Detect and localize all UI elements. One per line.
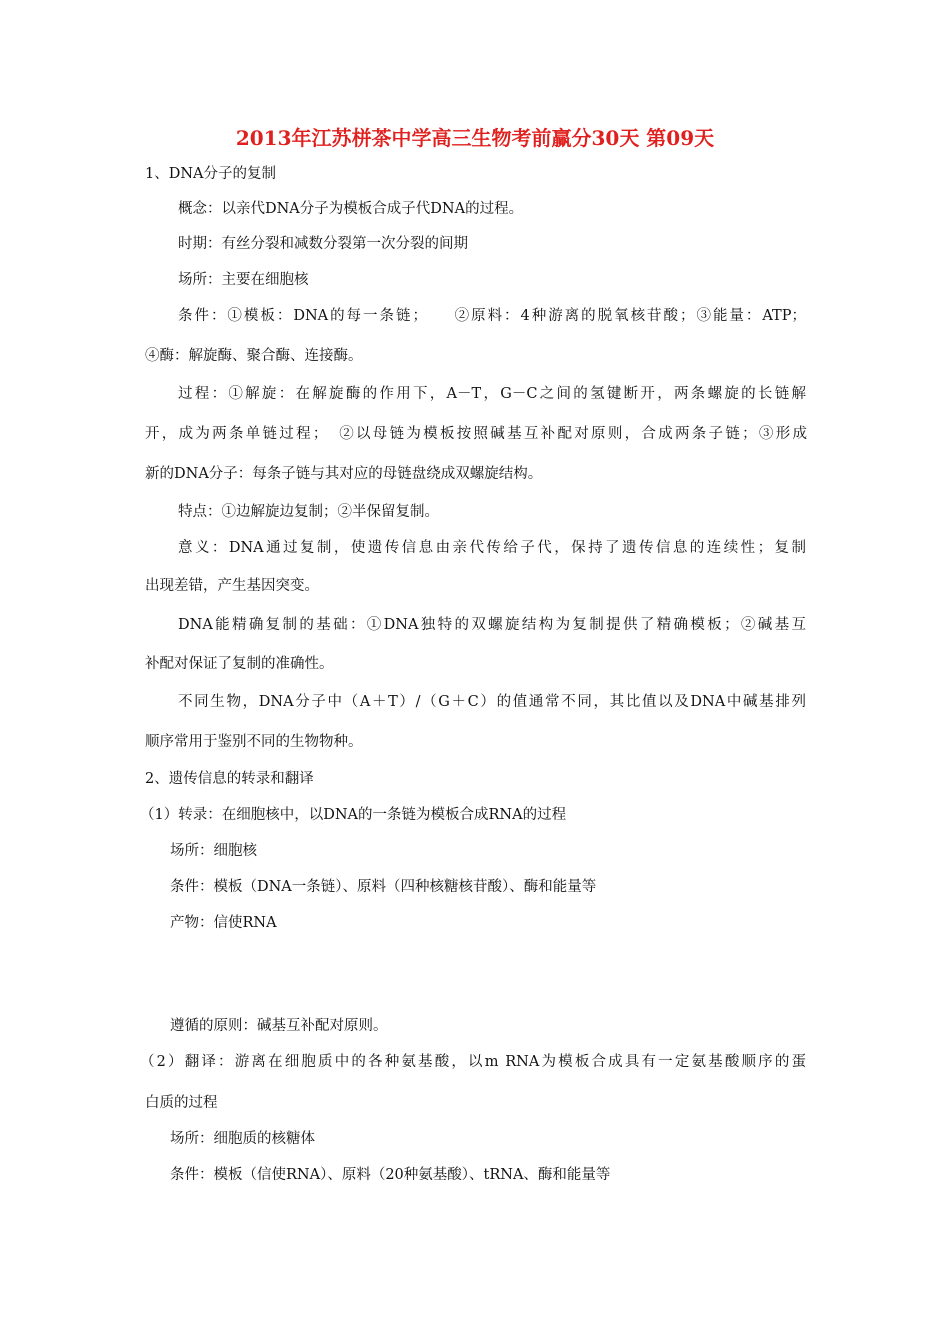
section-2-heading: 2、遗传信息的转录和翻译 <box>145 771 314 787</box>
replication-process-line2: 开，成为两条单链过程； ②以母链为模板按照碱基互补配对原则，合成两条子链；③形成 <box>145 426 807 442</box>
replication-conditions-line2: ④酶：解旋酶、聚合酶、连接酶。 <box>145 348 363 364</box>
replication-process-line3: 新的DNA分子：每条子链与其对应的母链盘绕成双螺旋结构。 <box>145 466 543 482</box>
replication-period: 时期：有丝分裂和减数分裂第一次分裂的间期 <box>178 236 468 252</box>
transcription-product: 产物：信使RNA <box>170 915 277 931</box>
replication-conditions-line1: 条件：①模板：DNA的每一条链； ②原料：4种游离的脱氧核苷酸；③能量：ATP； <box>178 308 806 324</box>
replication-basis-line2: 补配对保证了复制的准确性。 <box>145 656 334 672</box>
transcription-principle: 遵循的原则：碱基互补配对原则。 <box>170 1018 388 1034</box>
replication-meaning-line2: 出现差错，产生基因突变。 <box>145 578 319 594</box>
translation-definition-line1: （2）翻译：游离在细胞质中的各种氨基酸，以m RNA为模板合成具有一定氨基酸顺序的蛋 <box>140 1054 806 1070</box>
transcription-conditions: 条件：模板（DNA一条链）、原料（四种核糖核苷酸）、酶和能量等 <box>170 879 597 895</box>
replication-basis-line1: DNA能精确复制的基础：①DNA独特的双螺旋结构为复制提供了精确模板；②碱基互 <box>178 617 806 633</box>
species-difference-line1: 不同生物，DNA分子中（A＋T）/（G＋C）的值通常不同，其比值以及DNA中碱基排列 <box>178 694 806 710</box>
replication-feature: 特点：①边解旋边复制；②半保留复制。 <box>178 504 439 520</box>
translation-definition-line2: 白质的过程 <box>145 1095 218 1111</box>
transcription-definition: （1）转录：在细胞核中，以DNA的一条链为模板合成RNA的过程 <box>140 807 567 823</box>
replication-concept: 概念：以亲代DNA分子为模板合成子代DNA的过程。 <box>178 201 524 217</box>
document-title: 2013年江苏栟茶中学高三生物考前赢分30天 第09天 <box>235 126 715 150</box>
replication-place: 场所：主要在细胞核 <box>178 272 309 288</box>
transcription-place: 场所：细胞核 <box>170 843 257 859</box>
translation-place: 场所：细胞质的核糖体 <box>170 1131 315 1147</box>
translation-conditions: 条件：模板（信使RNA）、原料（20种氨基酸）、tRNA、酶和能量等 <box>170 1167 611 1183</box>
replication-process-line1: 过程：①解旋：在解旋酶的作用下，A－T，G－C之间的氢键断开，两条螺旋的长链解 <box>178 386 806 402</box>
species-difference-line2: 顺序常用于鉴别不同的生物物种。 <box>145 734 363 750</box>
section-1-heading: 1、DNA分子的复制 <box>145 166 277 182</box>
replication-meaning-line1: 意义：DNA通过复制，使遗传信息由亲代传给子代，保持了遗传信息的连续性；复制 <box>178 540 806 556</box>
